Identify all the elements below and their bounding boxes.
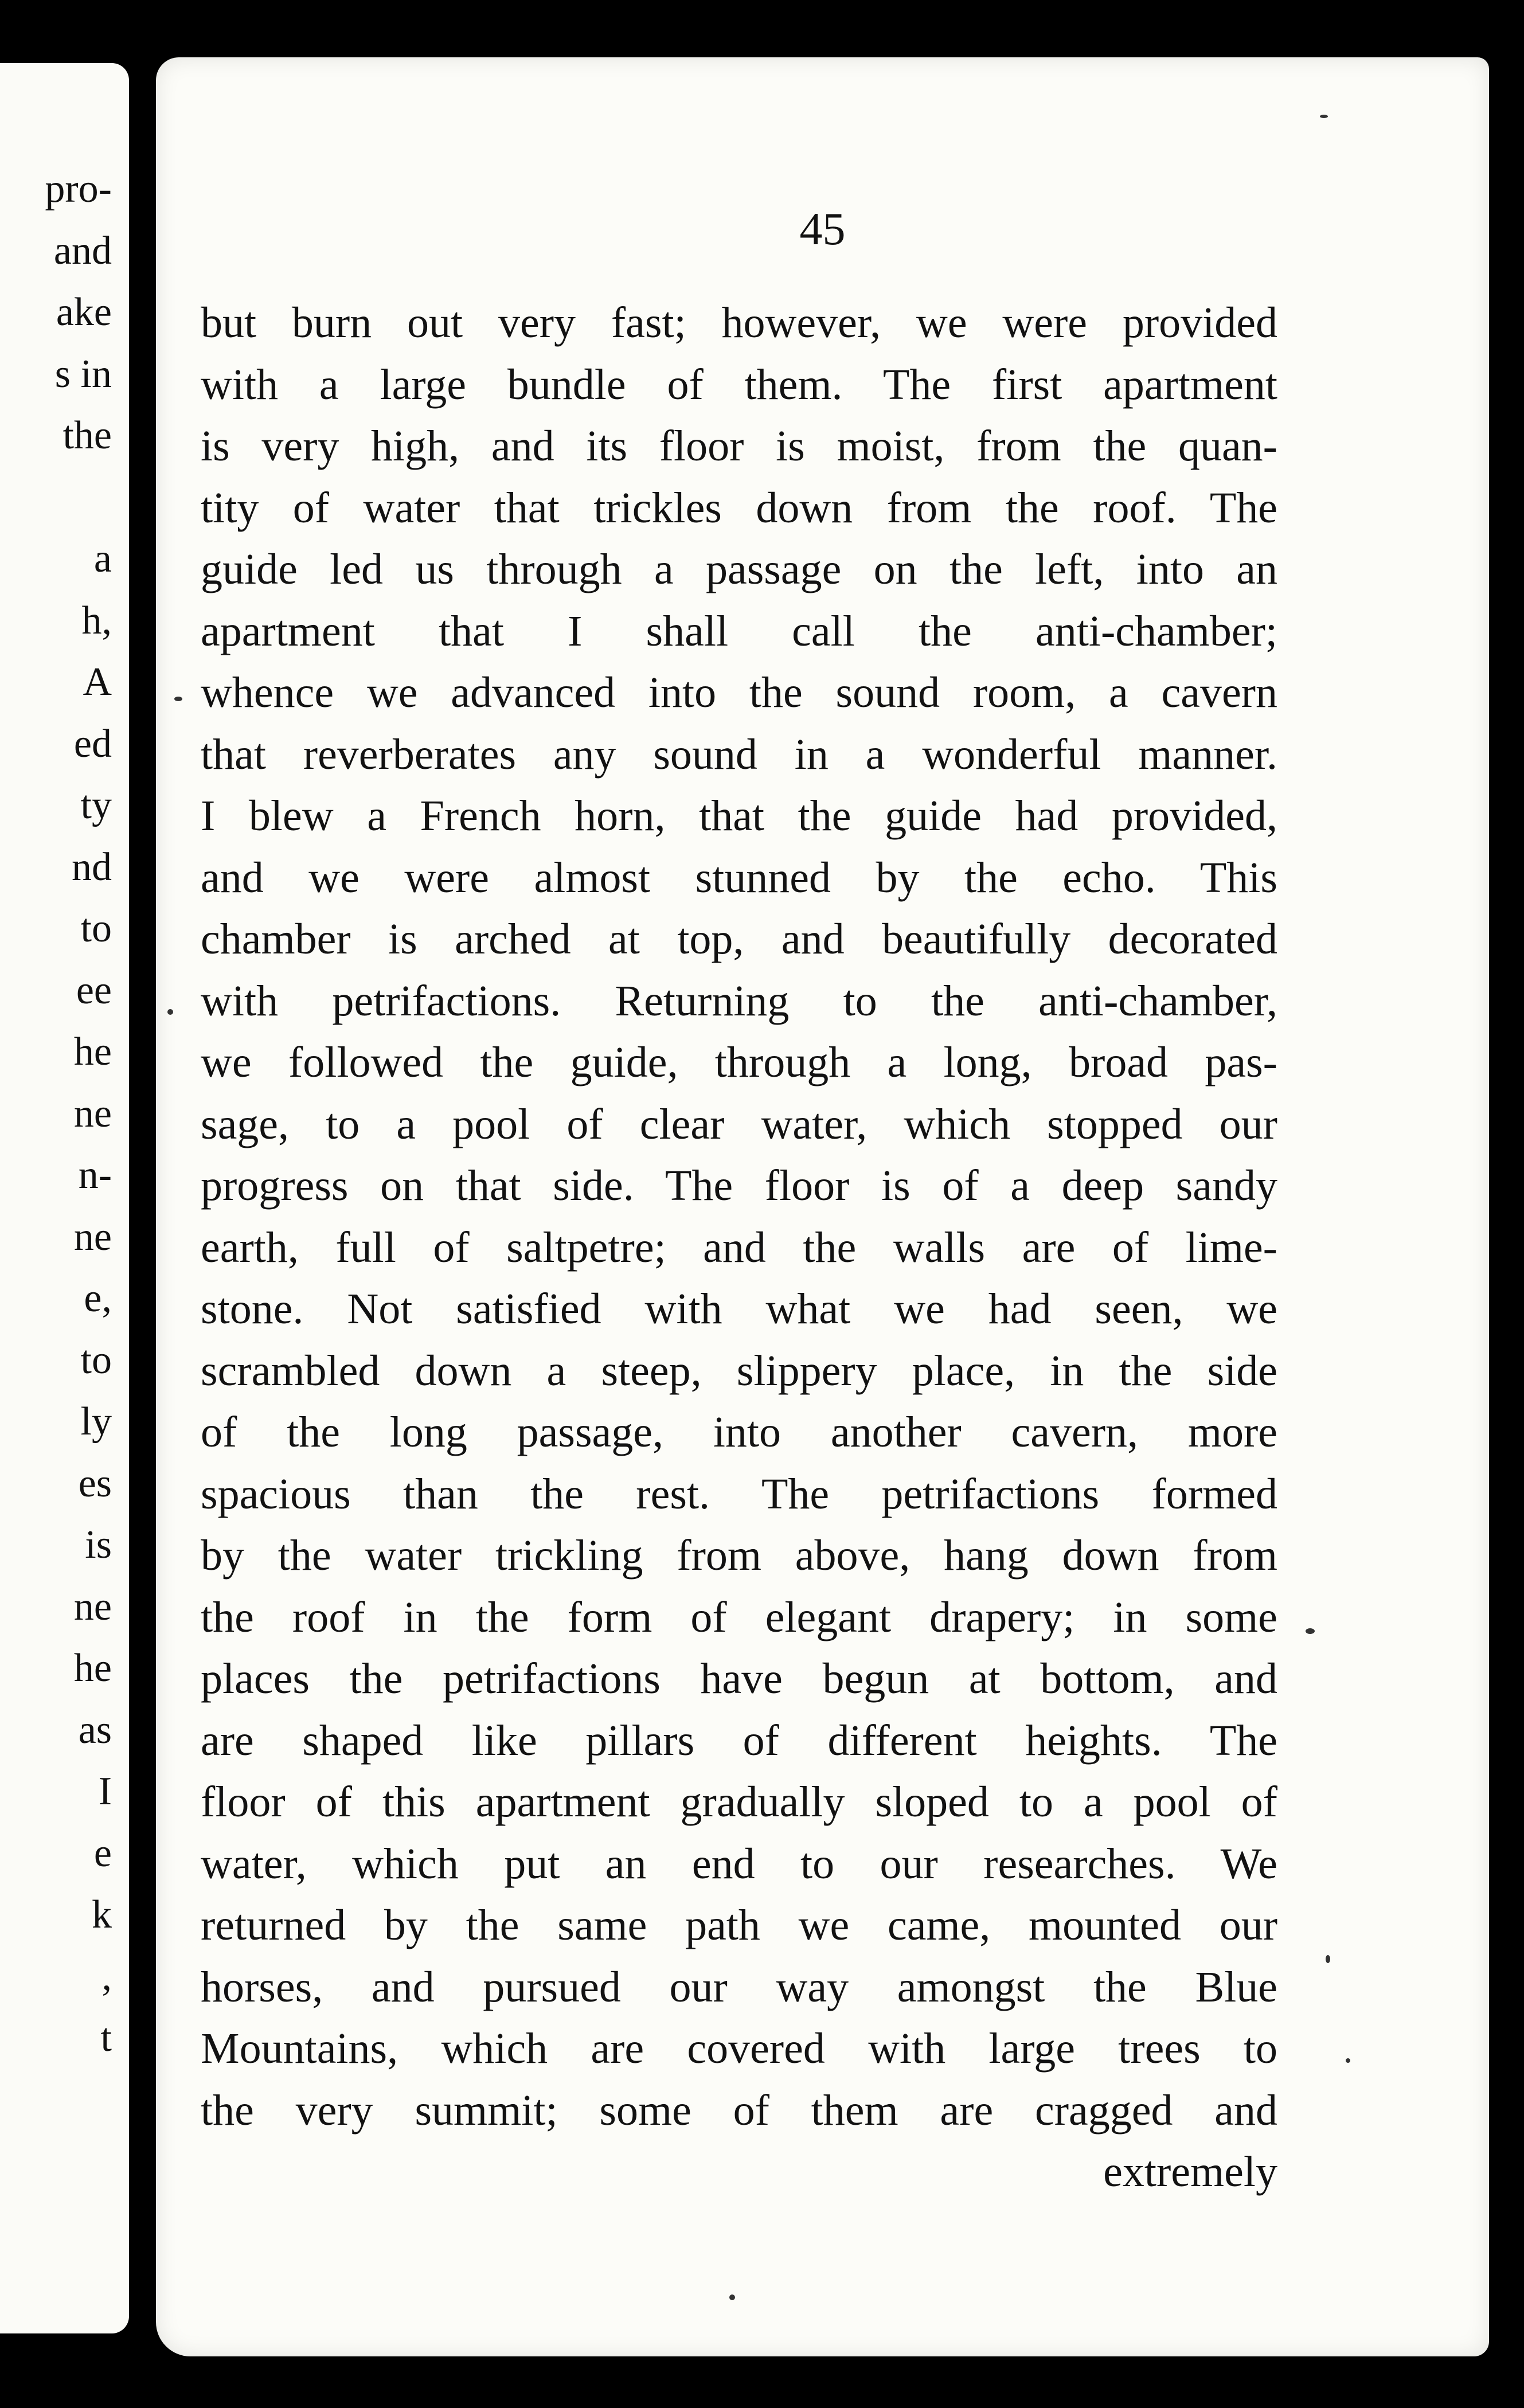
text-line: by the water trickling from above, hang down from xyxy=(201,1531,1277,1580)
text-line: of the long passage, into another cavern, more xyxy=(201,1408,1277,1456)
previous-page-line-fragment: is xyxy=(85,1523,112,1567)
previous-page-line-fragment: e xyxy=(93,1831,112,1875)
text-line: the very summit; some of them are cragged and xyxy=(201,2086,1277,2135)
previous-page-line-fragment: ee xyxy=(76,968,112,1013)
previous-page-line-fragment: s in xyxy=(54,351,112,396)
text-line: whence we advanced into the sound room, a cavern xyxy=(201,669,1277,717)
previous-page-line-fragment: e, xyxy=(84,1276,112,1320)
ink-speck xyxy=(1326,1955,1330,1963)
text-line: places the petrifactions have begun at bottom, and xyxy=(201,1655,1277,1703)
ink-speck xyxy=(1306,1628,1315,1634)
previous-page-line-fragment: k xyxy=(92,1893,112,1937)
text-line: sage, to a pool of clear water, which stopped our xyxy=(201,1100,1277,1148)
text-line: water, which put an end to our researches. We xyxy=(201,1839,1277,1888)
previous-page-line-fragment: and xyxy=(53,228,112,273)
text-line: chamber is arched at top, and beautifully decorated xyxy=(201,915,1277,963)
text-line: horses, and pursued our way amongst the Blue xyxy=(201,1963,1277,2011)
previous-page-line-fragment: ake xyxy=(56,290,112,334)
previous-page-line-fragment: I xyxy=(98,1769,112,1813)
text-line: spacious than the rest. The petrifactions formed xyxy=(201,1469,1277,1518)
previous-page-line-fragment: nd xyxy=(72,845,112,889)
previous-page-line-fragment: ne xyxy=(73,1214,112,1259)
previous-page-line-fragment: as xyxy=(78,1707,112,1752)
previous-page-text xyxy=(0,63,129,2333)
page-number: 45 xyxy=(799,204,846,255)
previous-page-edge xyxy=(0,63,129,2333)
text-line: scrambled down a steep, slippery place, in the side xyxy=(201,1346,1277,1395)
ink-speck xyxy=(1346,2058,1350,2063)
text-line: and we were almost stunned by the echo. This xyxy=(201,853,1277,902)
previous-page-line-fragment: he xyxy=(73,1646,112,1690)
previous-page-line-fragment: ne xyxy=(73,1584,112,1629)
previous-page-line-fragment: ty xyxy=(80,783,112,827)
book-page xyxy=(156,57,1489,2356)
catchword: extremely xyxy=(1103,2148,1277,2196)
text-line: is very high, and its floor is moist, from the quan- xyxy=(201,422,1277,470)
text-line: with petrifactions. Returning to the anti-chamber, xyxy=(201,976,1277,1025)
previous-page-line-fragment: he xyxy=(73,1030,112,1074)
text-line: but burn out very fast; however, we were provided xyxy=(201,299,1277,347)
previous-page-line-fragment: , xyxy=(101,1954,112,1999)
text-line: progress on that side. The floor is of a deep sandy xyxy=(201,1162,1277,1210)
text-line: earth, full of saltpetre; and the walls are of lime- xyxy=(201,1223,1277,1272)
text-line: are shaped like pillars of different heights. The xyxy=(201,1716,1277,1765)
text-line: that reverberates any sound in a wonderful manner. xyxy=(201,730,1277,779)
ink-speck xyxy=(174,697,182,701)
text-line: with a large bundle of them. The first apartment xyxy=(201,360,1277,409)
previous-page-line-fragment: t xyxy=(100,2016,112,2060)
text-line: stone. Not satisfied with what we had seen, we xyxy=(201,1285,1277,1333)
text-line: tity of water that trickles down from the roof. The xyxy=(201,483,1277,532)
previous-page-line-fragment: a xyxy=(93,537,112,581)
ink-speck xyxy=(167,1009,173,1015)
ink-speck xyxy=(729,2294,735,2300)
page-body-text xyxy=(201,292,1277,2203)
previous-page-line-fragment: pro- xyxy=(45,167,112,211)
previous-page-line-fragment: to xyxy=(80,1338,112,1382)
previous-page-line-fragment: h, xyxy=(81,598,112,643)
previous-page-line-fragment: to xyxy=(80,906,112,951)
previous-page-line-fragment: n- xyxy=(78,1153,112,1197)
text-line: guide led us through a passage on the left, into an xyxy=(201,545,1277,593)
previous-page-line-fragment: the xyxy=(62,413,112,458)
previous-page-line-fragment: ly xyxy=(80,1400,112,1444)
text-line: floor of this apartment gradually sloped to a pool of xyxy=(201,1778,1277,1826)
previous-page-line-fragment: es xyxy=(78,1461,112,1506)
text-line: we followed the guide, through a long, broad pas- xyxy=(201,1038,1277,1086)
ink-speck xyxy=(1320,115,1328,118)
previous-page-line-fragment: A xyxy=(83,660,112,704)
text-line: Mountains, which are covered with large trees to xyxy=(201,2024,1277,2073)
text-line: apartment that I shall call the anti-chamber; xyxy=(201,607,1277,655)
text-line: I blew a French horn, that the guide had provided, xyxy=(201,792,1277,840)
text-line: the roof in the form of elegant drapery; in some xyxy=(201,1593,1277,1641)
previous-page-line-fragment: ne xyxy=(73,1091,112,1136)
previous-page-line-fragment: ed xyxy=(73,721,112,766)
text-line: returned by the same path we came, mounted our xyxy=(201,1901,1277,1949)
